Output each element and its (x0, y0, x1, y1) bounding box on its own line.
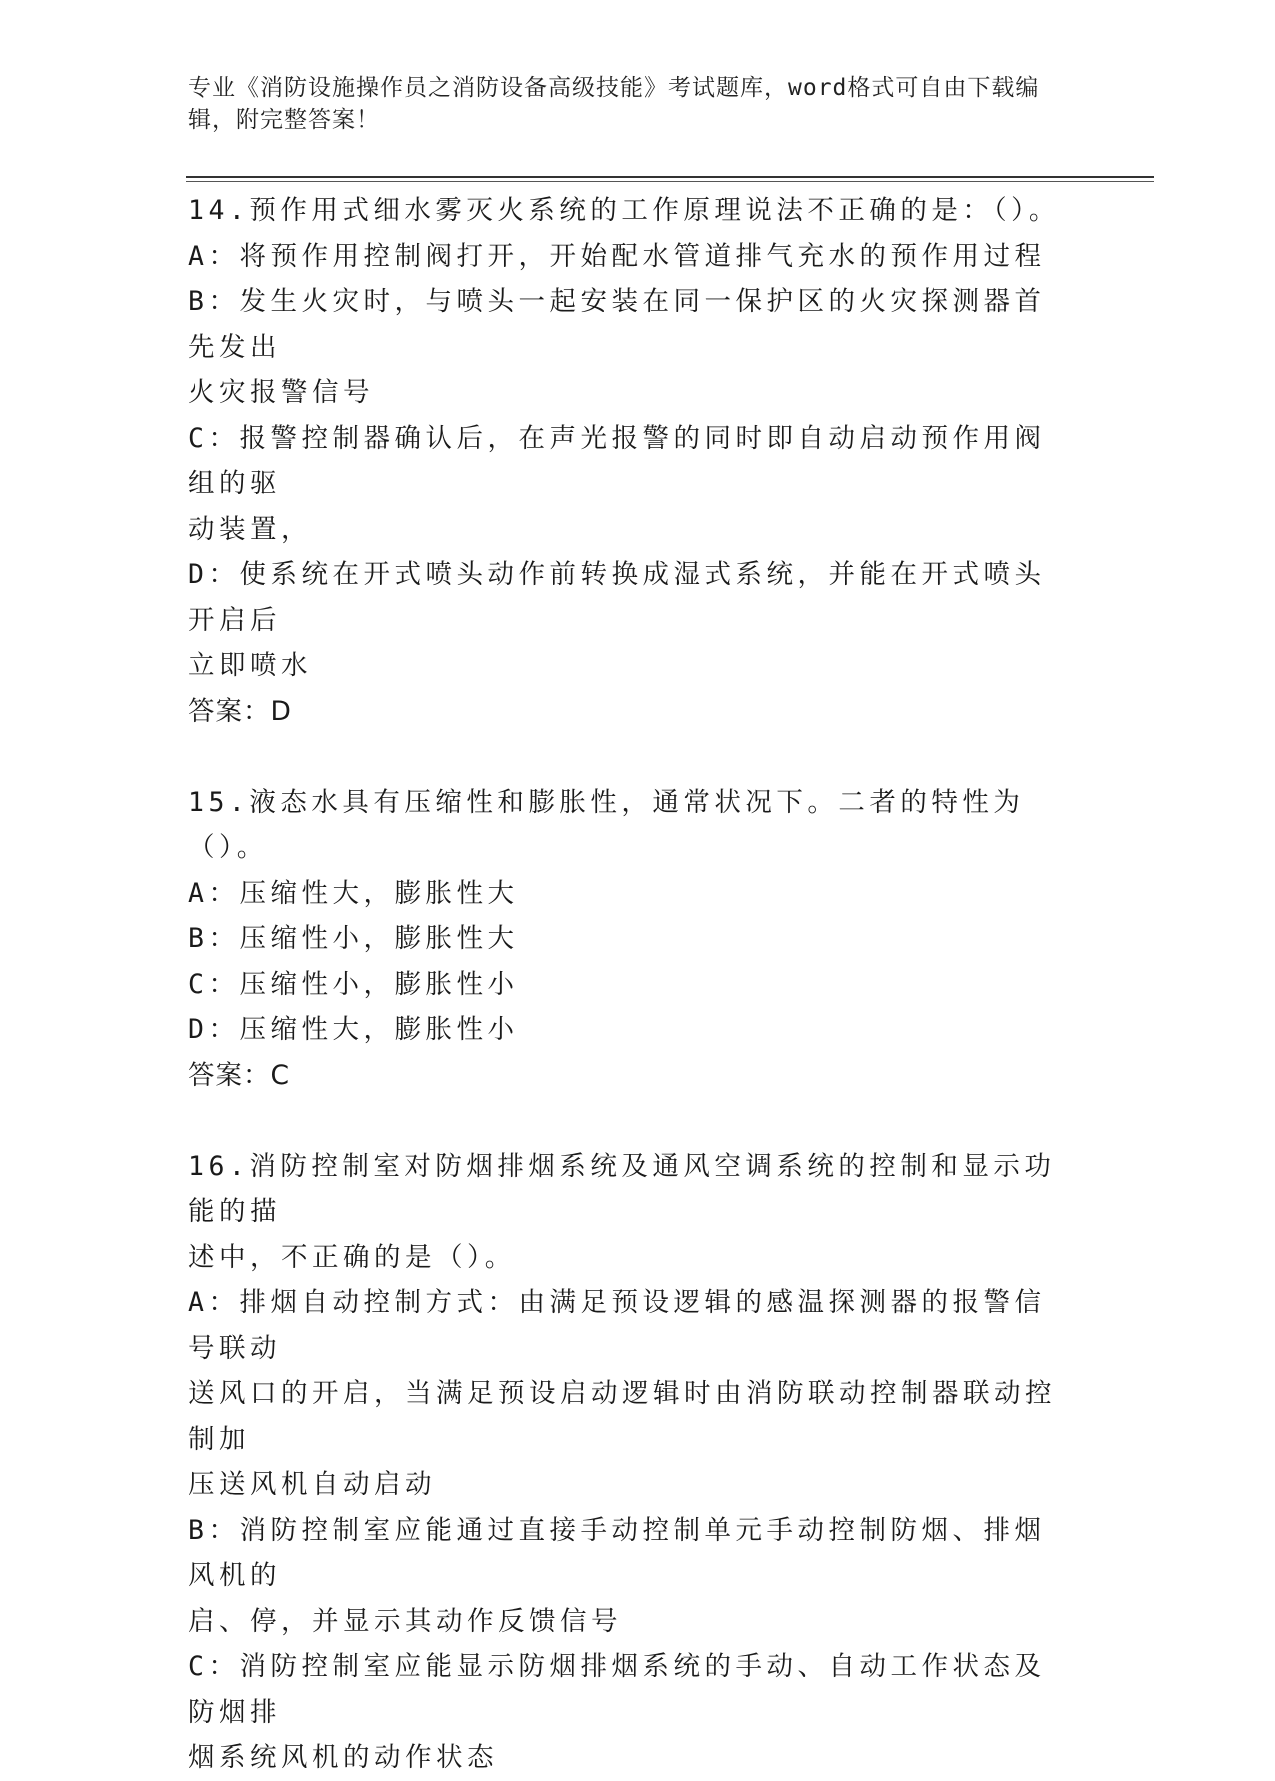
answer-option: B：消防控制室应能通过直接手动控制单元手动控制防烟、排烟风机的 (188, 1514, 1046, 1591)
answer-option: B：发生火灾时，与喷头一起安装在同一保护区的火灾探测器首先发出 (188, 286, 1046, 363)
question-list (188, 188, 1073, 1781)
answer-option: 启、停，并显示其动作反馈信号 (188, 1605, 622, 1637)
answer-option: 烟系统风机的动作状态 (188, 1742, 498, 1773)
question-stem: 述中，不正确的是（）。 (188, 1241, 516, 1273)
answer-option: D：压缩性大，膨胀性小 (188, 1014, 519, 1045)
answer-option: 送风口的开启，当满足预设启动逻辑时由消防联动控制器联动控制加 (188, 1378, 1056, 1455)
answer-option: C：报警控制器确认后，在声光报警的同时即自动启动预作用阀组的驱 (188, 422, 1046, 499)
question-spacer (188, 1098, 1073, 1144)
answer-option: A：将预作用控制阀打开，开始配水管道排气充水的预作用过程 (188, 240, 1046, 272)
question-block (188, 780, 1073, 1099)
answer-option: B：压缩性小，膨胀性大 (188, 923, 519, 954)
header-line-1: 专业《消防设施操作员之消防设备高级技能》考试题库，word格式可自由下载编 (188, 75, 1040, 101)
question-block (188, 1144, 1073, 1781)
question-stem: 16.消防控制室对防烟排烟系统及通风空调系统的控制和显示功能的描 (188, 1150, 1056, 1227)
header-line-2: 辑，附完整答案！ (188, 107, 380, 133)
question-stem: 14.预作用式细水雾灭火系统的工作原理说法不正确的是：（）。 (188, 195, 1060, 226)
question-block (188, 188, 1073, 734)
answer-option: A：排烟自动控制方式：由满足预设逻辑的感温探测器的报警信号联动 (188, 1287, 1046, 1364)
question-spacer (188, 734, 1073, 780)
header-rule-thin (186, 181, 1154, 182)
answer-key: 答案：C (188, 1059, 291, 1091)
answer-option: A：压缩性大，膨胀性大 (188, 877, 519, 909)
answer-option: C：压缩性小，膨胀性小 (188, 968, 519, 1000)
answer-option: 动装置， (188, 513, 312, 545)
answer-option: D：使系统在开式喷头动作前转换成湿式系统，并能在开式喷头开启后 (188, 559, 1046, 636)
document-header (188, 72, 1068, 136)
answer-option: C：消防控制室应能显示防烟排烟系统的手动、自动工作状态及防烟排 (188, 1651, 1046, 1728)
answer-option: 火灾报警信号 (188, 377, 374, 408)
header-rule-thick (186, 176, 1154, 178)
question-stem: 15.液态水具有压缩性和膨胀性，通常状况下。二者的特性为（）。 (188, 786, 1025, 863)
answer-option: 压送风机自动启动 (188, 1469, 436, 1500)
answer-option: 立即喷水 (188, 650, 312, 681)
answer-key: 答案：D (188, 695, 292, 727)
